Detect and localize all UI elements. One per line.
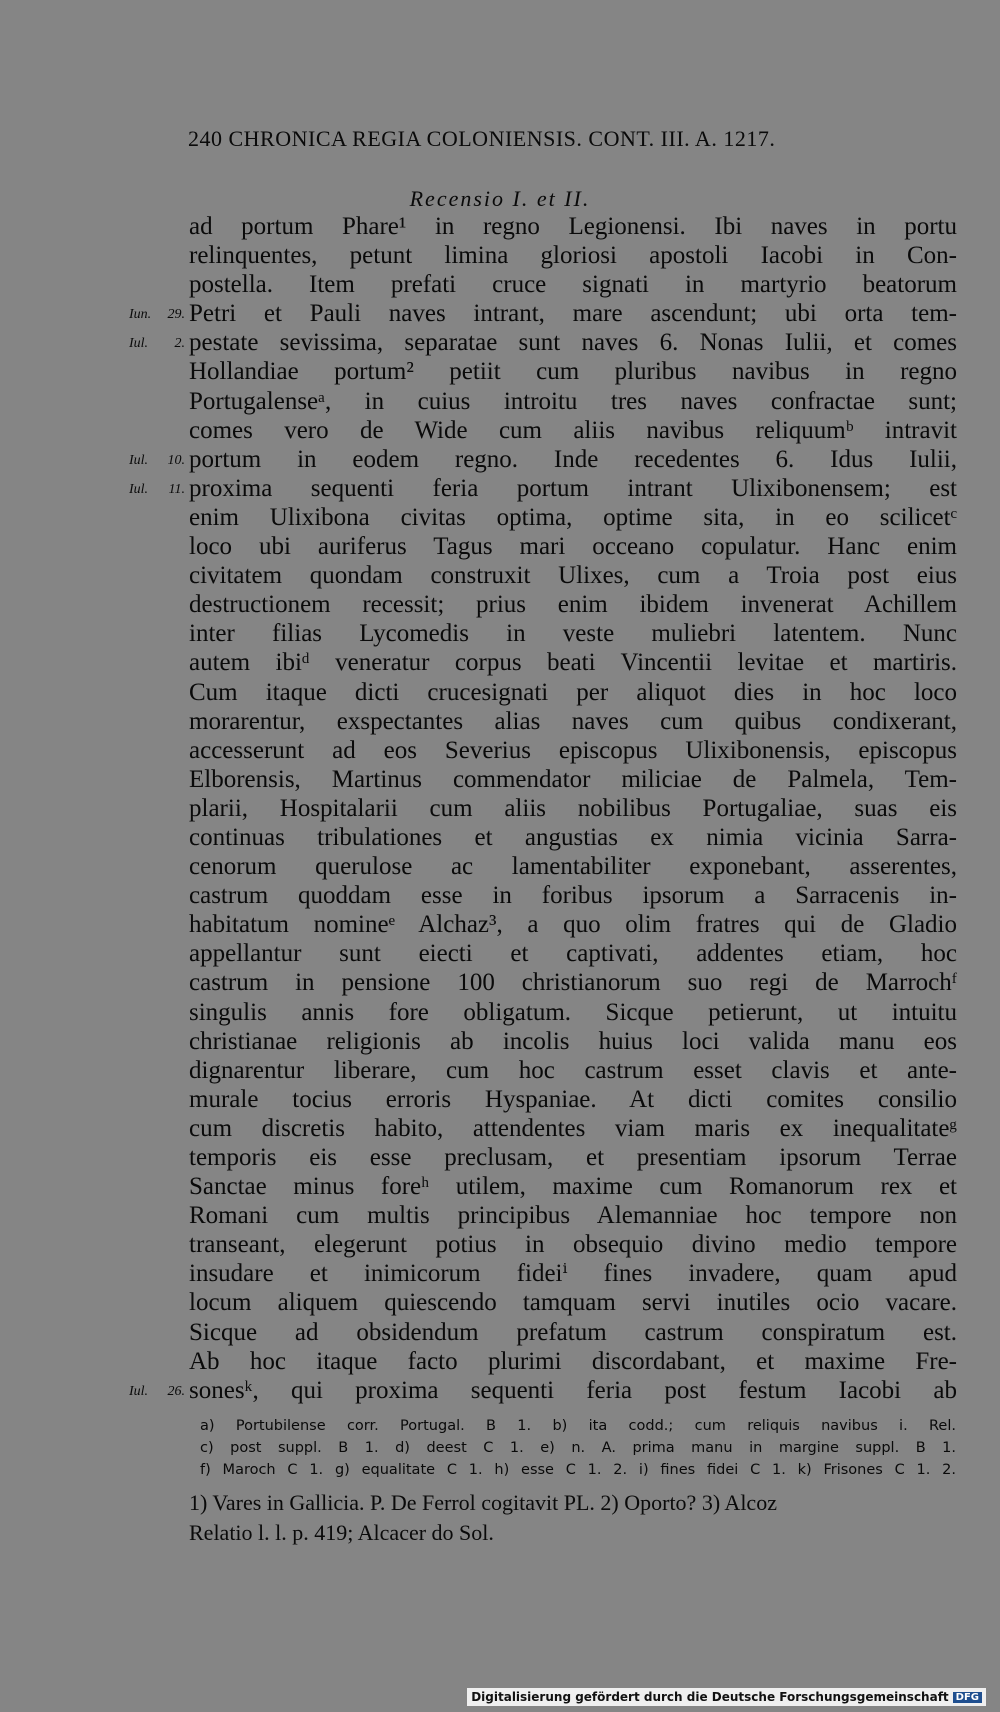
line-text: destructionem recessit; prius enim ibidem invenerat Achillem <box>189 591 957 619</box>
line-text: Ab hoc itaque facto plurimi discordabant, et maxime Fre- <box>189 1347 957 1375</box>
reference-notes <box>189 1488 957 1548</box>
line-text: autem ibiᵈ veneratur corpus beati Vincentii levitae et martiris. <box>189 649 957 677</box>
text-line <box>189 241 957 270</box>
text-line <box>189 1085 957 1114</box>
line-text: transeant, elegerunt potius in obsequio divino medio tempore <box>189 1231 957 1259</box>
line-text: civitatem quondam construxit Ulixes, cum a Troia post eius <box>189 562 957 590</box>
text-line <box>189 416 957 445</box>
text-line <box>189 1027 957 1056</box>
text-line <box>189 1347 957 1376</box>
line-text: pestate sevissima, separatae sunt naves 6. Nonas Iulii, et comes <box>189 329 957 357</box>
margin-date: Iul. 11. <box>129 481 185 497</box>
critical-apparatus <box>200 1415 956 1481</box>
line-text: cenorum querulose ac lamentabiliter exponebant, asserentes, <box>189 853 957 881</box>
text-line <box>189 678 957 707</box>
line-text: postella. Item prefati cruce signati in martyrio beatorum <box>189 271 957 299</box>
line-text: appellantur sunt eiecti et captivati, addentes etiam, hoc <box>189 940 957 968</box>
line-text: Sanctae minus foreʰ utilem, maxime cum Romanorum rex et <box>189 1173 957 1201</box>
line-text: Portugalenseᵃ, in cuius introitu tres naves confractae sunt; <box>189 387 957 415</box>
recension-heading: Recensio I. et II. <box>409 186 591 211</box>
reference-line: Relatio l. l. p. 419; Alcacer do Sol. <box>189 1520 494 1545</box>
reference-line: 1) Vares in Gallicia. P. De Ferrol cogitavit PL. 2) Oporto? 3) Alcoz <box>189 1490 777 1515</box>
line-text: cum discretis habito, attendentes viam maris ex inequalitateᵍ <box>189 1114 957 1142</box>
line-text: singulis annis fore obligatum. Sicque petierunt, ut intuitu <box>189 998 957 1026</box>
line-text: comes vero de Wide cum aliis navibus reliquumᵇ intravit <box>189 416 957 444</box>
text-line <box>189 1143 957 1172</box>
text-line <box>129 474 957 503</box>
text-line <box>189 1201 957 1230</box>
text-line <box>189 1288 957 1317</box>
footer-text: Digitalisierung gefördert durch die Deutsche Forschungsgemeinschaft <box>471 1690 949 1704</box>
line-text: Cum itaque dicti crucesignati per aliquot dies in hoc loco <box>189 678 957 706</box>
text-line <box>189 648 957 677</box>
text-line <box>189 998 957 1027</box>
text-line <box>189 852 957 881</box>
margin-date: Iul. 26. <box>129 1383 185 1399</box>
text-line <box>189 1172 957 1201</box>
line-text: accesserunt ad eos Severius episcopus Ulixibonensis, episcopus <box>189 736 957 764</box>
text-line <box>189 561 957 590</box>
line-text: Elborensis, Martinus commendator miliciae de Palmela, Tem- <box>189 765 957 793</box>
text-line <box>189 1114 957 1143</box>
margin-date: Iul. 10. <box>129 452 185 468</box>
line-text: Hollandiae portum² petiit cum pluribus navibus in regno <box>189 358 957 386</box>
line-text: murale tocius erroris Hyspaniae. At dicti comites consilio <box>189 1085 957 1113</box>
text-line <box>189 910 957 939</box>
line-text: proxima sequenti feria portum intrant Ulixibonensem; est <box>189 474 957 502</box>
line-text: continuas tribulationes et angustias ex nimia vicinia Sarra- <box>189 823 957 851</box>
line-text: Petri et Pauli naves intrant, mare ascendunt; ubi orta tem- <box>189 300 957 328</box>
margin-date: Iul. 2. <box>129 336 185 352</box>
text-line <box>189 1230 957 1259</box>
funding-footer <box>467 1688 986 1706</box>
line-text: Romani cum multis principibus Alemanniae hoc tempore non <box>189 1202 957 1230</box>
text-line <box>189 823 957 852</box>
line-text: portum in eodem regno. Inde recedentes 6. Idus Iulii, <box>189 445 957 473</box>
line-text: loco ubi auriferus Tagus mari occeano copulatur. Hanc enim <box>189 533 957 561</box>
text-line <box>129 299 957 328</box>
line-text: relinquentes, petunt limina gloriosi apostoli Iacobi in Con- <box>189 242 957 270</box>
line-text: plarii, Hospitalarii cum aliis nobilibus Portugaliae, suas eis <box>189 794 957 822</box>
text-line <box>189 736 957 765</box>
line-text: inter filias Lycomedis in veste muliebri latentem. Nunc <box>189 620 957 648</box>
line-text: dignarentur liberare, cum hoc castrum esset clavis et ante- <box>189 1056 957 1084</box>
line-text: temporis eis esse preclusam, et presentiam ipsorum Terrae <box>189 1144 957 1171</box>
text-line <box>189 387 957 416</box>
text-line <box>189 532 957 561</box>
text-line <box>189 590 957 619</box>
text-line <box>129 328 957 357</box>
text-line <box>129 1376 957 1405</box>
line-text: castrum in pensione 100 christianorum suo regi de Marrochᶠ <box>189 969 957 997</box>
footnote-line: c) post suppl. B 1. d) deest C 1. e) n. A. prima manu in margine suppl. B 1. <box>200 1440 956 1456</box>
text-line <box>189 270 957 299</box>
text-line <box>189 1056 957 1085</box>
text-line <box>189 939 957 968</box>
footnote-line: f) Maroch C 1. g) equalitate C 1. h) esse C 1. 2. i) fines fidei C 1. k) Frisones C 1. 2. <box>200 1462 956 1478</box>
text-line <box>189 619 957 648</box>
line-text: insudare et inimicorum fideiⁱ fines invadere, quam apud <box>189 1260 957 1288</box>
text-line <box>189 707 957 736</box>
text-line <box>189 1259 957 1288</box>
margin-date: Iun. 29. <box>129 307 185 323</box>
dfg-logo-icon: DFG <box>953 1692 982 1703</box>
text-line <box>189 1318 957 1347</box>
text-line <box>189 881 957 910</box>
running-header: 240 CHRONICA REGIA COLONIENSIS. CONT. III. A. 1217. <box>188 126 776 151</box>
text-line <box>189 794 957 823</box>
line-text: habitatum nomineᵉ Alchaz³, a quo olim fratres qui de Gladio <box>189 911 957 939</box>
line-text: sonesᵏ, qui proxima sequenti feria post festum Iacobi ab <box>189 1376 957 1404</box>
text-line <box>189 765 957 794</box>
line-text: enim Ulixibona civitas optima, optime sita, in eo scilicetᶜ <box>189 503 957 531</box>
text-line <box>189 503 957 532</box>
body-text <box>129 212 957 1405</box>
text-line <box>189 968 957 997</box>
line-text: christianae religionis ab incolis huius loci valida manu eos <box>189 1027 957 1055</box>
line-text: locum aliquem quiescendo tamquam servi inutiles ocio vacare. <box>189 1289 957 1317</box>
line-text: morarentur, exspectantes alias naves cum quibus condixerant, <box>189 707 957 735</box>
text-line <box>189 212 957 241</box>
footnote-line: a) Portubilense corr. Portugal. B 1. b) ita codd.; cum reliquis navibus i. Rel. <box>200 1418 956 1434</box>
line-text: castrum quoddam esse in foribus ipsorum a Sarracenis in- <box>189 882 957 910</box>
text-line <box>129 445 957 474</box>
line-text: Sicque ad obsidendum prefatum castrum conspiratum est. <box>189 1318 957 1346</box>
text-line <box>189 357 957 386</box>
line-text: ad portum Phare¹ in regno Legionensi. Ibi naves in portu <box>189 213 957 240</box>
